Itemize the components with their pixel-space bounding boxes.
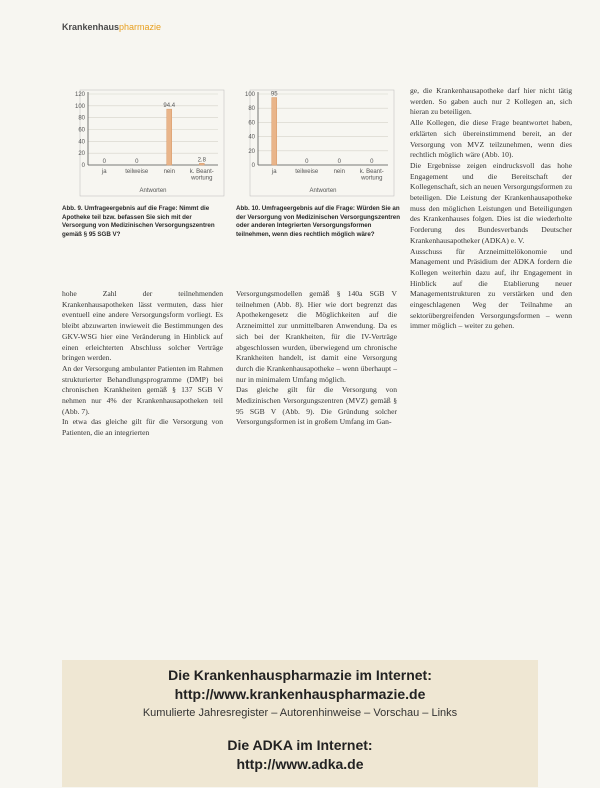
y-tick-label: 60 <box>248 120 255 127</box>
y-tick-label: 80 <box>78 115 85 122</box>
y-tick-label: 40 <box>78 139 85 146</box>
col3-paragraph-3: Die Ergebnisse zeigen eindrucksvoll das hohe Engagement und die Bereitschaft der Kollegenschaft, sich an neuen Versorgungsformen zu beteiligen. Die Leistung der Krankenhausapotheke muss den möglichen Leistungen und Beteiligungen des Krankenhauses folgen. Dies ist die wiederholte Forderung des Bundesverbands Deutscher Krankenhausapotheker (ADKA) e. V. <box>410 160 572 245</box>
data-label: 0 <box>305 159 309 165</box>
data-label: 0 <box>102 159 106 165</box>
data-label: 0 <box>135 159 139 165</box>
bar <box>199 163 204 165</box>
x-tick-label: wortung <box>361 175 383 182</box>
column-1 <box>62 289 223 439</box>
bar <box>272 98 277 165</box>
x-tick-label: nein <box>163 169 175 175</box>
y-tick-label: 0 <box>81 163 85 169</box>
x-tick-label: teilweise <box>125 169 149 175</box>
y-tick-label: 0 <box>251 163 255 169</box>
data-label: 95 <box>270 91 278 98</box>
chart-abb9 <box>62 88 227 200</box>
data-label: 0 <box>370 159 374 165</box>
x-tick-label: ja <box>271 169 277 175</box>
y-tick-label: 20 <box>248 148 255 155</box>
footer-link-adka[interactable]: http://www.adka.de <box>236 756 364 772</box>
footer-title: Die Krankenhauspharmazie im Internet: <box>168 667 432 683</box>
x-tick-label: wortung <box>191 175 213 182</box>
footer-box <box>62 660 538 787</box>
col1-paragraph-3: In etwa das gleiche gilt für die Versorgung von Patienten, die an integrierten <box>62 417 223 438</box>
caption-abb10-text: Abb. 10. Umfrageergebnis auf die Frage: Würden Sie an der Versorgung von Medizinischen Versorgungszentren oder anderen Integrierten Versorgungsformen teilnehmen, wenn dies rechtlich möglich wäre? <box>236 205 401 238</box>
footer-subtitle: Kumulierte Jahresregister – Autorenhinweise – Vorschau – Links <box>142 707 458 719</box>
chart-abb10 <box>232 88 397 200</box>
column-3 <box>410 86 572 332</box>
x-axis-label: Antworten <box>309 188 337 194</box>
x-axis-label: Antworten <box>139 188 167 194</box>
footer-link-krankenhauspharmazie[interactable]: http://www.krankenhauspharmazie.de <box>174 686 426 702</box>
y-tick-label: 60 <box>78 127 85 134</box>
footer-adka-title: Die ADKA im Internet: <box>227 737 373 753</box>
y-tick-label: 80 <box>248 106 255 113</box>
data-label: 94.4 <box>163 103 176 110</box>
caption-abb9 <box>62 205 227 239</box>
x-tick-label: ja <box>101 169 107 175</box>
chart-abb9-svg <box>62 88 227 200</box>
col3-paragraph-1: ge, die Krankenhausapotheke darf hier nicht tätig werden. So gaben auch nur 2 Kollegen an, sich hieran zu beteiligen. <box>410 86 572 117</box>
chart-abb10-svg <box>232 88 397 200</box>
y-tick-label: 120 <box>74 92 85 98</box>
y-tick-label: 100 <box>244 92 255 98</box>
x-tick-label: nein <box>333 169 345 175</box>
header-part-2: pharmazie <box>119 22 162 32</box>
data-label: 0 <box>337 159 341 165</box>
caption-abb9-text: Abb. 9. Umfrageergebnis auf die Frage: Nimmt die Apotheke teil bzw. befassen Sie sich mit der Versorgung von Medizinischen Versorgungszentren gemäß § 95 SGB V? <box>62 205 215 238</box>
caption-abb10 <box>236 205 401 239</box>
y-tick-label: 20 <box>78 151 85 158</box>
column-2 <box>236 289 397 428</box>
y-tick-label: 100 <box>74 103 85 110</box>
data-label: 2.8 <box>197 157 206 164</box>
x-tick-label: k. Beant- <box>359 169 384 175</box>
col2-paragraph-1: Versorgungsmodellen gemäß § 140a SGB V teilnehmen (Abb. 8). Hier wie dort begrenzt das Apothekengesetz die Möglichkeiten auf die Arzneimittel zur unmittelbaren Anwendung. Da es sich bei der Krankheiten, für die IV-Verträge abgeschlossen wurden, überwiegend um chronische Krankheiten handelt, ist damit eine Versorgung durch die Krankenhausapotheke – wenn überhaupt – nur in minimalem Umfang möglich. <box>236 289 397 384</box>
y-tick-label: 40 <box>248 134 255 141</box>
col3-paragraph-2: Alle Kollegen, die diese Frage beantwortet haben, erklärten sich übereinstimmend bereit, an der Versorgung von MVZ teilzunehmen, wenn dies rechtlich möglich wäre (Abb. 10). <box>410 118 572 160</box>
col2-paragraph-2: Das gleiche gilt für die Versorgung von Medizinischen Versorgungszentren (MVZ) gemäß § 95 SGB V (Abb. 9). Die Gründung solcher Versorgungsformen ist in großem Umfang im Gan- <box>236 385 397 427</box>
bar <box>167 109 172 165</box>
x-tick-label: k. Beant- <box>189 169 214 175</box>
col1-paragraph-2: An der Versorgung ambulanter Patienten im Rahmen strukturierter Behandlungsprogramme (DMP) bei chronischen Krankheiten gemäß § 137 SGB V nehmen nur 4% der Krankenhausapotheken teil (Abb. 7). <box>62 363 223 416</box>
x-tick-label: teilweise <box>295 169 319 175</box>
journal-header <box>62 22 161 32</box>
header-part-1: Krankenhaus <box>62 22 120 32</box>
col1-paragraph-1: hohe Zahl der teilnehmenden Krankenhausapotheken lässt vermuten, dass hier eventuell eine andere Versorgungsform vorliegt. Es bleibt abzuwarten inwieweit die Bestimmungen des GKV-WSG hier eine Veränderung in Hinblick auf einen erleichterten Abschluss solcher Verträge bringen werden. <box>62 289 223 363</box>
col3-paragraph-4: Ausschuss für Arzneimittelökonomie und Management und Präsidium der ADKA fordern die Kollegen weiterhin dazu auf, ihr Engagement in Hinblick auf die Etablierung neuer Managementstrukturen zu verstärken und den eingeschlagenen Weg der Teilnahme an sektorübergreifenden Versorgungsformen – wenn immer möglich – weiter zu gehen. <box>410 246 572 331</box>
